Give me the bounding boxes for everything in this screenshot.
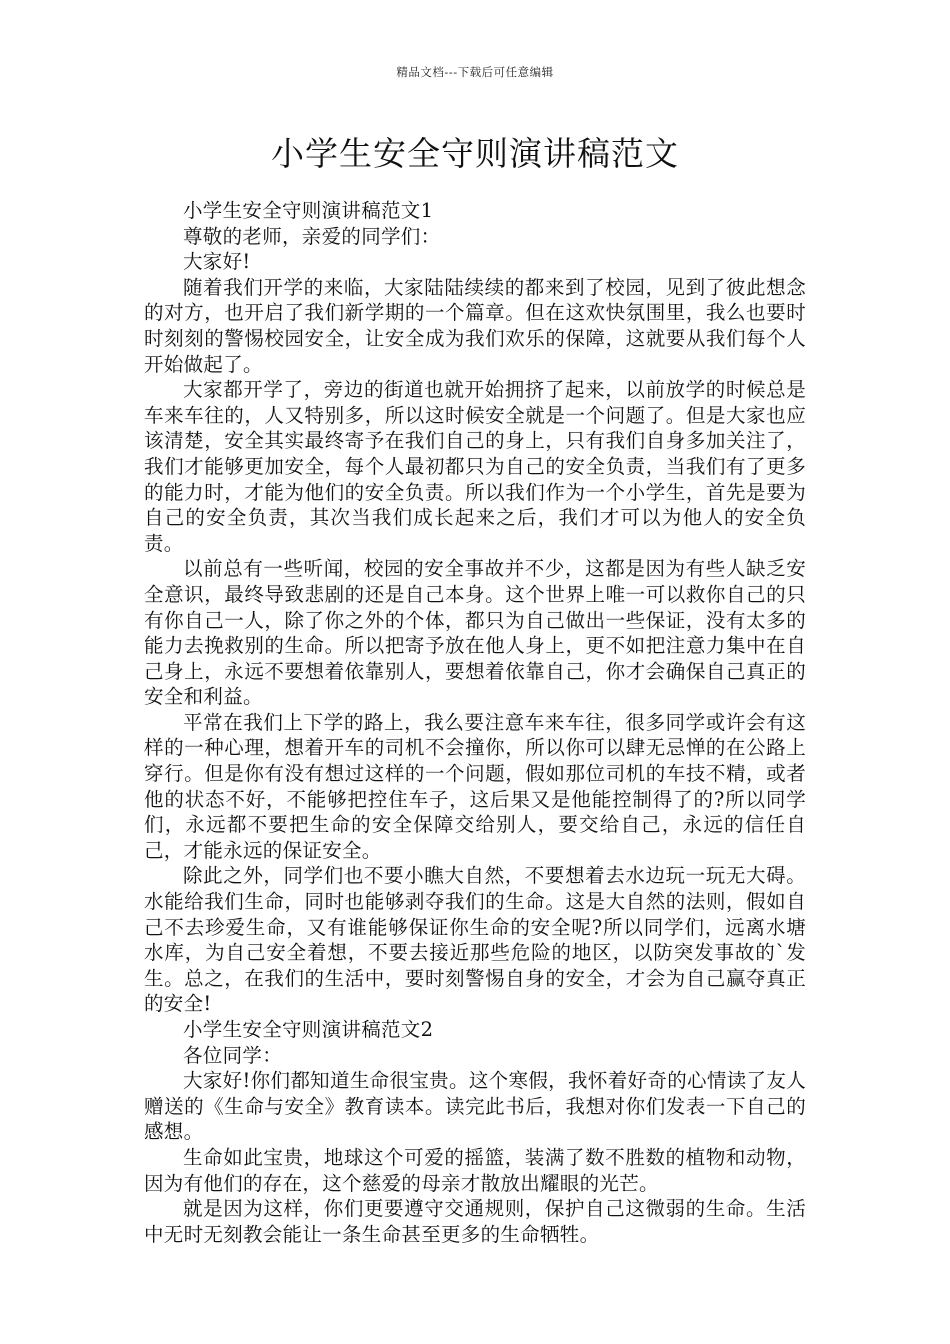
paragraph: 随着我们开学的来临，大家陆陆续续的都来到了校园，见到了彼此想念的对方，也开启了我们新学期的一个篇章。但在这欢快氛围里，我么也要时时刻刻的警惕校园安全，让安全成为我们欢乐的保障，这就要从我们每个人开始做起了。 <box>144 275 806 376</box>
section-heading-1: 小学生安全守则演讲稿范文1 <box>183 199 434 222</box>
salutation: 尊敬的老师，亲爱的同学们： <box>183 224 441 248</box>
paragraph: 就是因为这样，你们更要遵守交通规则，保护自己这微弱的生命。生活中无时无刻教会能让一条生命甚至更多的生命牺牲。 <box>144 1197 806 1246</box>
section-heading-2: 小学生安全守则演讲稿范文2 <box>183 1018 434 1041</box>
greeting: 大家好! <box>183 250 251 274</box>
paragraph: 平常在我们上下学的路上，我么要注意车来车往，很多同学或许会有这样的一种心理，想着开车的司机不会撞你，所以你可以肆无忌惮的在公路上穿行。但是你有没有想过这样的一个问题，假如那位司机的车技不精，或者他的状态不好，不能够把控住车子，这后果又是他能控制得了的?所以同学们，永远都不要把生命的安全保障交给别人，要交给自己，永远的信任自己，才能永远的保证安全。 <box>144 710 806 862</box>
paragraph: 大家都开学了，旁边的街道也就开始拥挤了起来，以前放学的时候总是车来车往的，人又特别多，所以这时候安全就是一个问题了。但是大家也应该清楚，安全其实最终寄予在我们自己的身上，只有我们自身多加关注了，我们才能够更加安全，每个人最初都只为自己的安全负责，当我们有了更多的能力时，才能为他们的安全负责。所以我们作为一个小学生，首先是要为自己的安全负责，其次当我们成长起来之后，我们才可以为他人的安全负责。 <box>144 378 806 555</box>
document-body <box>144 198 806 1247</box>
paragraph: 生命如此宝贵，地球这个可爱的摇篮，装满了数不胜数的植物和动物，因为有他们的存在，这个慈爱的母亲才散放出耀眼的光芒。 <box>144 1145 806 1195</box>
document-title: 小学生安全守则演讲稿范文 <box>271 134 679 173</box>
header-note: 精品文档---下载后可任意编辑 <box>396 65 554 79</box>
paragraph: 除此之外，同学们也不要小瞧大自然，不要想着去水边玩一玩无大碍。水能给我们生命，同时也能够剥夺我们的生命。这是大自然的法则，假如自己不去珍爱生命，又有谁能够保证你生命的安全呢?所以同学们，远离水塘水库，为自己安全着想，不要去接近那些危险的地区，以防突发事故的`发生。总之，在我们的生活中，要时刻警惕自身的安全，才会为自己赢夺真正的安全! <box>144 864 806 1016</box>
salutation: 各位同学： <box>183 1043 283 1067</box>
paragraph: 大家好!你们都知道生命很宝贵。这个寒假，我怀着好奇的心情读了友人赠送的《生命与安全》教育读本。读完此书后，我想对你们发表一下自己的感想。 <box>144 1069 806 1144</box>
paragraph: 以前总有一些听闻，校园的安全事故并不少，这都是因为有些人缺乏安全意识，最终导致悲剧的还是自己本身。这个世界上唯一可以救你自己的只有你自己一人，除了你之外的个体，都只为自己做出一些保证，没有太多的能力去挽救别的生命。所以把寄予放在他人身上，更不如把注意力集中在自己身上，永远不要想着依靠别人，要想着依靠自己，你才会确保自己真正的安全和利益。 <box>144 557 806 709</box>
